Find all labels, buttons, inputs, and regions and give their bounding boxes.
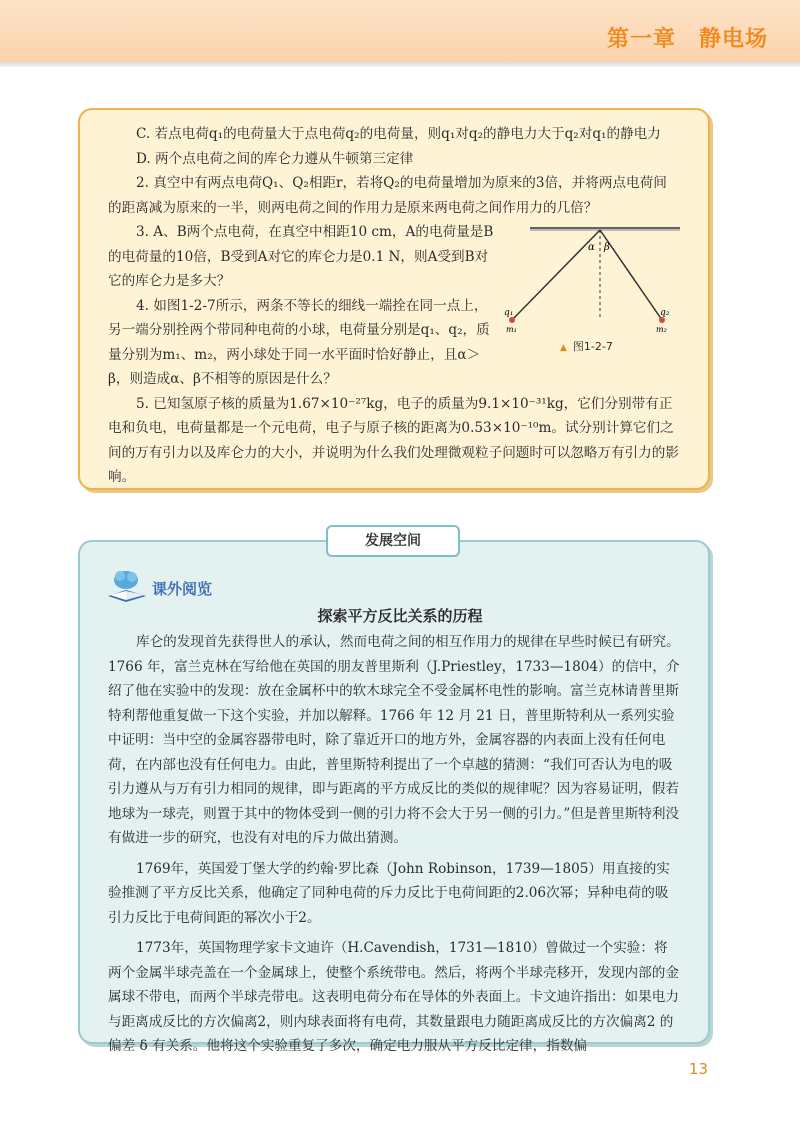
reading-title: 探索平方反比关系的历程: [317, 607, 483, 625]
page-number: 13: [688, 1060, 708, 1078]
m2-label: m₂: [656, 325, 667, 334]
question-5: 5. 已知氢原子核的质量为1.67×10⁻²⁷kg，电子的质量为9.1×10⁻³¹kg，它们分别带有正电和负电，电荷量都是一个元电荷，电子与原子核的距离为0.53×10⁻¹⁰m。试分别计算它们之间的万有引力以及库仑力的大小，并说明为什么我们处理微观粒子问题时可以忽略万有引力的影响。: [108, 395, 679, 485]
q1-label: q₁: [504, 308, 514, 318]
chapter-title: 第一章 静电场: [606, 27, 768, 52]
figure-caption: [560, 338, 613, 354]
development-tab: 发展空间: [326, 525, 460, 557]
left-thread: [512, 230, 600, 320]
paragraph: 1769年，英国爱丁堡大学的约翰·罗比森（John Robinson，1739—1805）用直接的实验推测了平方反比关系，他确定了同种电荷的斥力反比于电荷间距的2.06次幂；异种电荷的吸引力反比于电荷间距的幂次小于2。: [108, 860, 670, 926]
reading-label: 课外阅览: [152, 580, 213, 598]
option-c: C. 若点电荷q₁的电荷量大于点电荷q₂的电荷量，则q₁对q₂的静电力大于q₂对q₁的静电力: [136, 126, 661, 142]
figure-caption-text: 图1-2-7: [572, 340, 613, 353]
reading-text: [108, 630, 680, 1059]
paragraph: 库仑的发现首先获得世人的承认，然而电荷之间的相互作用力的规律在早些时候已有研究。1766 年，富兰克林在写给他在英国的朋友普里斯利（J.Priestley，1733—1804）的信中，介绍了他在实验中的发现：放在金属杯中的软木球完全不受金属杯电性的影响。富兰克林请普里斯特利帮他重复做一下这个实验，并加以解释。1766 年 12 月 21 日，普里斯特利从一系列实验中证明：当中空的金属容器带电时，除了靠近开口的地方外，金属容器的内表面上没有任何电荷，在内部也没有任何电力。由此，普里斯特利提出了一个卓越的猜测：“我们可否认为电的吸引力遵从与万有引力相同的规律，即与距离的平方成反比的类似的规律呢？因为容易证明，假若地球为一球壳，则置于其中的物体受到一侧的引力将不会大于另一侧的引力。”但是普里斯特利没有做进一步的研究，也没有对电的斥力做出猜测。: [108, 634, 680, 846]
triangle-icon: ▲: [560, 343, 567, 353]
question-4: 4. 如图1-2-7所示，两条不等长的细线一端拴在同一点上，另一端分别拴两个带同种电荷的小球，电荷量分别是q₁、q₂，质量分别为m₁、m₂，两小球处于同一水平面时恰好静止，且α＞β，则造成α、β不相等的原因是什么？: [108, 297, 490, 387]
header-divider: [0, 62, 800, 67]
question-2: 2. 真空中有两点电荷Q₁、Q₂相距r，若将Q₂的电荷量增加为原来的3倍，并将两点电荷间的距离减为原来的一半，则两电荷之间的作用力是原来两电荷之间作用力的几倍？: [108, 175, 667, 216]
paragraph: 1773年，英国物理学家卡文迪许（H.Cavendish，1731—1810）曾做过一个实验：将两个金属半球壳盖在一个金属球上，使整个系统带电。然后，将两个半球壳移开，发现内部的金属球不带电，而两个半球壳带电。这表明电荷分布在导体的外表面上。卡文迪许指出：如果电力与距离成反比的方次偏离2，则内球表面将有电荷，其数量跟电力随距离成反比的方次偏离2 的偏差 δ 有关系。他将这个实验重复了多次，确定电力服从平方反比定律，指数偏: [108, 940, 679, 1054]
question-3: 3. A、B两个点电荷，在真空中相距10 cm，A的电荷量是B的电荷量的10倍，B受到A对它的库仑力是0.1 N，则A受到B对它的库仑力是多大？: [108, 224, 494, 289]
beta-label: β: [604, 242, 610, 253]
m1-label: m₁: [506, 325, 517, 334]
option-d: D. 两个点电荷之间的库仑力遵从牛顿第三定律: [136, 150, 414, 167]
alpha-label: α: [588, 242, 595, 253]
q2-label: q₂: [660, 308, 670, 318]
book-reading-icon: [104, 566, 150, 606]
